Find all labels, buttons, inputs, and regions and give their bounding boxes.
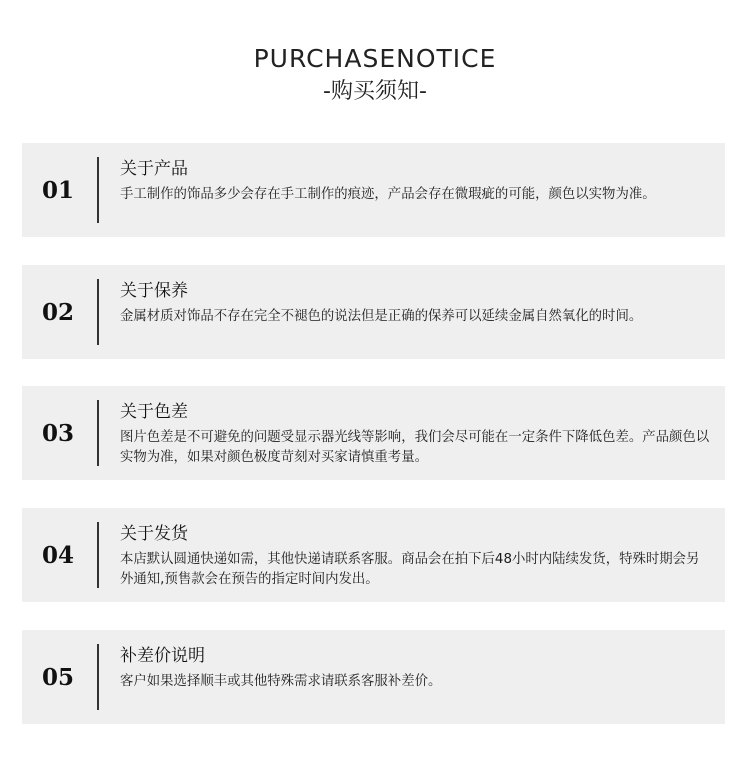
page-header [0, 44, 750, 106]
notice-divider [97, 400, 99, 466]
notice-body: 手工制作的饰品多少会存在手工制作的痕迹，产品会存在微瑕疵的可能，颜色以实物为准。 [120, 187, 656, 202]
page-subtitle: -购买须知- [323, 79, 427, 104]
notice-body: 金属材质对饰品不存在完全不褪色的说法但是正确的保养可以延续金属自然氧化的时间。 [120, 309, 643, 324]
notice-heading: 关于产品 [120, 159, 188, 179]
notice-card-shipping [22, 508, 725, 602]
notice-content [120, 522, 710, 590]
notice-body: 客户如果选择顺丰或其他特殊需求请联系客服补差价。 [120, 674, 442, 689]
notice-divider [97, 279, 99, 345]
notice-heading: 补差价说明 [120, 646, 205, 666]
notice-body: 本店默认圆通快递如需，其他快递请联系客服。商品会在拍下后48小时内陆续发货，特殊时期会另外通知,预售款会在预告的指定时间内发出。 [120, 552, 700, 587]
notice-content [120, 279, 710, 327]
notice-content [120, 400, 710, 468]
notice-divider [97, 522, 99, 588]
notice-number: 05 [42, 663, 75, 691]
notice-body: 图片色差是不可避免的问题受显示器光线等影响，我们会尽可能在一定条件下降低色差。产品颜色以实物为准，如果对颜色极度苛刻对买家请慎重考量。 [120, 430, 710, 465]
notice-card-product [22, 143, 725, 237]
notice-number: 03 [42, 419, 75, 447]
notice-number: 04 [42, 541, 75, 569]
notice-heading: 关于保养 [120, 281, 188, 301]
notice-content [120, 157, 710, 205]
notice-divider [97, 644, 99, 710]
notice-heading: 关于发货 [120, 524, 188, 544]
notice-number: 01 [42, 176, 75, 204]
notice-content [120, 644, 710, 692]
notice-card-care [22, 265, 725, 359]
notice-card-price-difference [22, 630, 725, 724]
notice-divider [97, 157, 99, 223]
page-title: PURCHASENOTICE [253, 44, 497, 73]
notice-number: 02 [42, 298, 75, 326]
notice-heading: 关于色差 [120, 402, 188, 422]
notice-card-color [22, 386, 725, 480]
